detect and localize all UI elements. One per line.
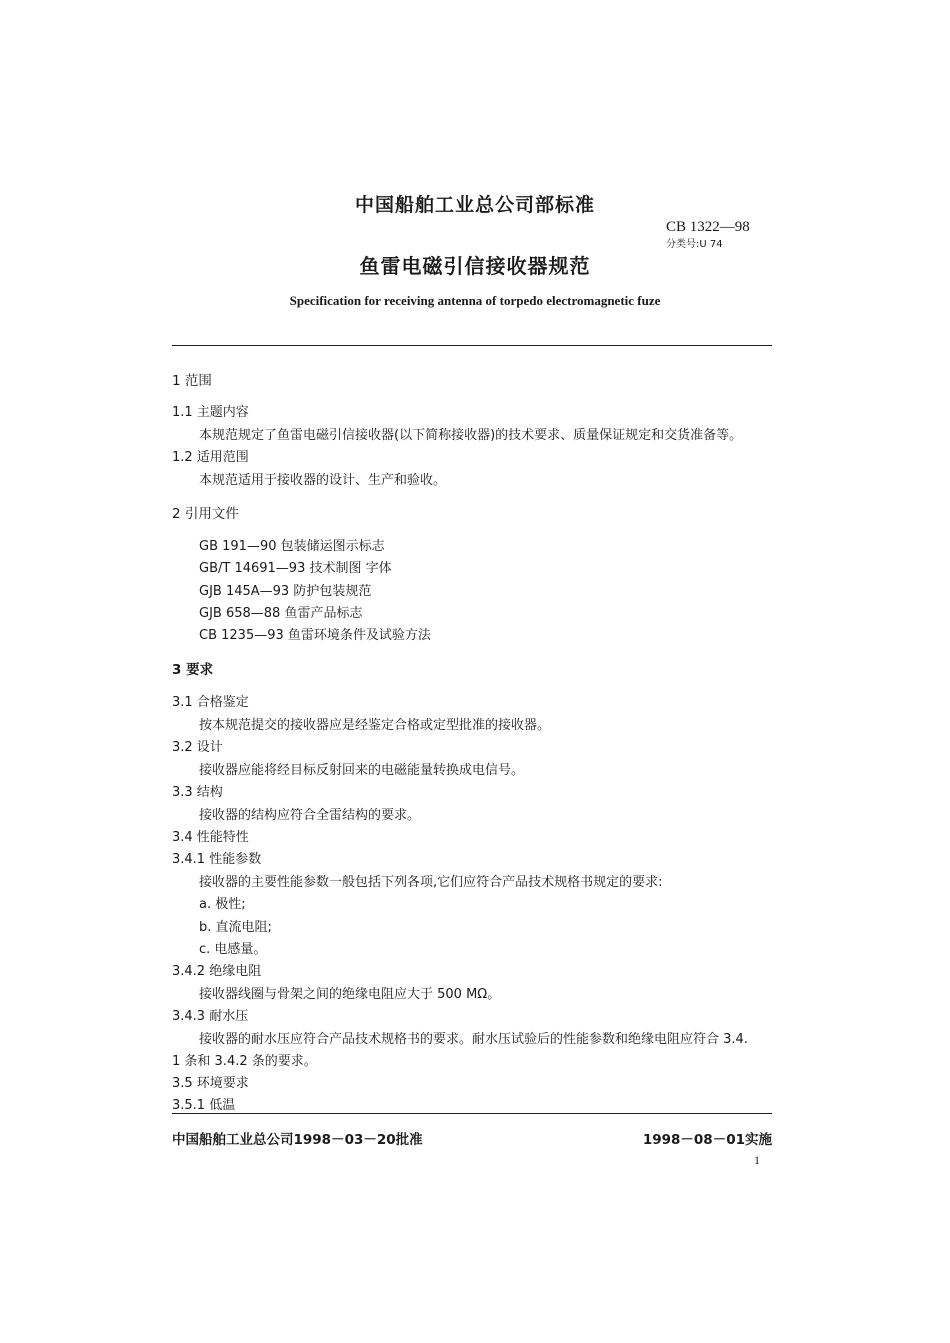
list-item: b. 直流电阻; xyxy=(199,920,272,935)
section-1-2-paragraph: 本规范适用于接收器的设计、生产和验收。 xyxy=(199,473,447,488)
section-1-1-heading: 1.1 主题内容 xyxy=(172,405,249,420)
reference-item: GB 191—90 包装储运图示标志 xyxy=(199,539,385,554)
header-divider xyxy=(172,345,772,346)
section-3-3-paragraph: 接收器的结构应符合全雷结构的要求。 xyxy=(199,808,421,823)
section-2-heading: 2 引用文件 xyxy=(172,506,239,522)
section-3-5-1-heading: 3.5.1 低温 xyxy=(172,1098,236,1113)
reference-item: GJB 145A—93 防护包装规范 xyxy=(199,584,372,599)
classification-number: 分类号:U 74 xyxy=(666,239,723,250)
section-1-1-paragraph: 本规范规定了鱼雷电磁引信接收器(以下简称接收器)的技术要求、质量保证规定和交货准备等。 xyxy=(199,428,743,443)
section-3-4-heading: 3.4 性能特性 xyxy=(172,830,249,845)
section-1-heading: 1 范围 xyxy=(172,373,212,389)
section-3-2-paragraph: 接收器应能将经目标反射回来的电磁能量转换成电信号。 xyxy=(199,763,525,778)
list-item: c. 电感量。 xyxy=(199,942,267,957)
effective-date: 1998－08－01实施 xyxy=(642,1132,772,1148)
approval-date: 中国船舶工业总公司1998－03－20批准 xyxy=(172,1132,423,1148)
section-1-2-heading: 1.2 适用范围 xyxy=(172,450,249,465)
section-3-4-3-heading: 3.4.3 耐水压 xyxy=(172,1009,249,1024)
reference-item: GJB 658—88 鱼雷产品标志 xyxy=(199,606,363,621)
reference-item: GB/T 14691—93 技术制图 字体 xyxy=(199,561,392,576)
footer-divider xyxy=(172,1113,772,1114)
list-item: a. 极性; xyxy=(199,897,246,912)
section-3-1-heading: 3.1 合格鉴定 xyxy=(172,695,249,710)
section-3-4-1-heading: 3.4.1 性能参数 xyxy=(172,852,262,867)
document-title-en: Specification for receiving antenna of torpedo electromagnetic fuze xyxy=(289,293,661,308)
document-title-cn: 鱼雷电磁引信接收器规范 xyxy=(359,254,591,278)
org-standard-title: 中国船舶工业总公司部标准 xyxy=(354,194,595,216)
section-3-1-paragraph: 按本规范提交的接收器应是经鉴定合格或定型批准的接收器。 xyxy=(199,718,551,733)
section-3-3-heading: 3.3 结构 xyxy=(172,785,223,800)
section-3-4-3-paragraph-cont: 1 条和 3.4.2 条的要求。 xyxy=(172,1054,317,1069)
page-number: 1 xyxy=(754,1153,760,1167)
section-3-heading: 3 要求 xyxy=(172,662,214,678)
section-3-5-heading: 3.5 环境要求 xyxy=(172,1076,249,1091)
section-3-4-2-heading: 3.4.2 绝缘电阻 xyxy=(172,964,262,979)
standard-code: CB 1322—98 xyxy=(666,219,750,235)
reference-item: CB 1235—93 鱼雷环境条件及试验方法 xyxy=(199,628,431,643)
section-3-4-2-paragraph: 接收器线圈与骨架之间的绝缘电阻应大于 500 MΩ。 xyxy=(199,987,501,1002)
section-3-4-1-paragraph: 接收器的主要性能参数一般包括下列各项,它们应符合产品技术规格书规定的要求: xyxy=(199,875,663,890)
section-3-4-3-paragraph: 接收器的耐水压应符合产品技术规格书的要求。耐水压试验后的性能参数和绝缘电阻应符合 3.4. xyxy=(199,1032,748,1047)
section-3-2-heading: 3.2 设计 xyxy=(172,740,223,755)
